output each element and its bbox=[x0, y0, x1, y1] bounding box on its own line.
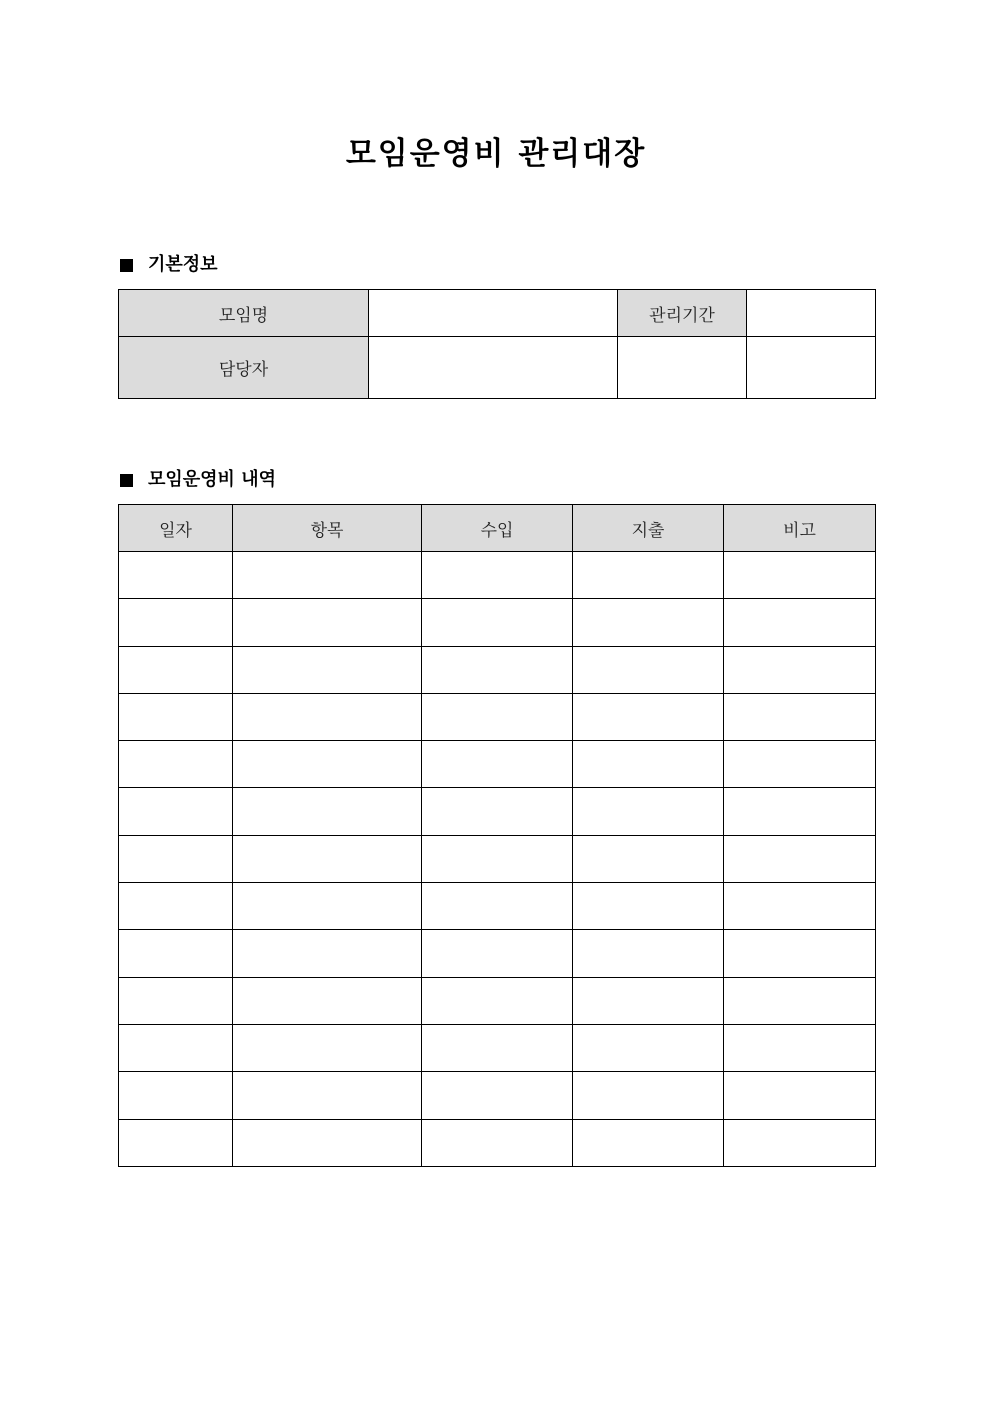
item-cell[interactable] bbox=[233, 1024, 422, 1071]
column-header-expense: 지출 bbox=[573, 505, 724, 552]
expense-cell[interactable] bbox=[573, 788, 724, 835]
ledger-heading-label: 모임운영비 내역 bbox=[148, 469, 276, 490]
table-row bbox=[119, 930, 876, 977]
income-cell[interactable] bbox=[422, 552, 573, 599]
income-cell[interactable] bbox=[422, 646, 573, 693]
ledger-body bbox=[119, 552, 876, 1167]
table-row bbox=[119, 552, 876, 599]
expense-cell[interactable] bbox=[573, 977, 724, 1024]
group-name-field[interactable] bbox=[369, 290, 618, 337]
basic-info-row bbox=[119, 290, 876, 337]
expense-cell[interactable] bbox=[573, 883, 724, 930]
item-cell[interactable] bbox=[233, 835, 422, 882]
table-row bbox=[119, 741, 876, 788]
income-cell[interactable] bbox=[422, 977, 573, 1024]
income-cell[interactable] bbox=[422, 741, 573, 788]
management-period-label: 관리기간 bbox=[618, 290, 747, 337]
note-cell[interactable] bbox=[724, 741, 876, 788]
income-cell[interactable] bbox=[422, 599, 573, 646]
note-cell[interactable] bbox=[724, 693, 876, 740]
expense-cell[interactable] bbox=[573, 646, 724, 693]
item-cell[interactable] bbox=[233, 599, 422, 646]
income-cell[interactable] bbox=[422, 835, 573, 882]
table-row bbox=[119, 788, 876, 835]
date-cell[interactable] bbox=[119, 977, 233, 1024]
ledger-heading bbox=[118, 467, 276, 493]
column-header-item: 항목 bbox=[233, 505, 422, 552]
table-row bbox=[119, 977, 876, 1024]
ledger-table bbox=[118, 504, 876, 1167]
square-bullet-icon bbox=[120, 259, 133, 272]
manager-field[interactable] bbox=[369, 337, 618, 399]
basic-info-table bbox=[118, 289, 876, 399]
table-row bbox=[119, 1024, 876, 1071]
date-cell[interactable] bbox=[119, 1119, 233, 1166]
manager-label: 담당자 bbox=[119, 337, 369, 399]
expense-cell[interactable] bbox=[573, 1024, 724, 1071]
expense-cell[interactable] bbox=[573, 930, 724, 977]
item-cell[interactable] bbox=[233, 930, 422, 977]
table-row bbox=[119, 835, 876, 882]
ledger-header-row bbox=[119, 505, 876, 552]
expense-cell[interactable] bbox=[573, 741, 724, 788]
item-cell[interactable] bbox=[233, 646, 422, 693]
note-cell[interactable] bbox=[724, 1024, 876, 1071]
column-header-date: 일자 bbox=[119, 505, 233, 552]
note-cell[interactable] bbox=[724, 930, 876, 977]
item-cell[interactable] bbox=[233, 741, 422, 788]
manager-extra-field-2[interactable] bbox=[747, 337, 876, 399]
basic-info-heading bbox=[118, 252, 218, 278]
income-cell[interactable] bbox=[422, 788, 573, 835]
manager-extra-field-1[interactable] bbox=[618, 337, 747, 399]
date-cell[interactable] bbox=[119, 1024, 233, 1071]
note-cell[interactable] bbox=[724, 1072, 876, 1119]
column-header-note: 비고 bbox=[724, 505, 876, 552]
income-cell[interactable] bbox=[422, 1119, 573, 1166]
item-cell[interactable] bbox=[233, 552, 422, 599]
group-name-label: 모임명 bbox=[119, 290, 369, 337]
basic-info-heading-label: 기본정보 bbox=[148, 254, 218, 275]
income-cell[interactable] bbox=[422, 1024, 573, 1071]
note-cell[interactable] bbox=[724, 788, 876, 835]
table-row bbox=[119, 1119, 876, 1166]
expense-cell[interactable] bbox=[573, 552, 724, 599]
income-cell[interactable] bbox=[422, 930, 573, 977]
note-cell[interactable] bbox=[724, 835, 876, 882]
note-cell[interactable] bbox=[724, 1119, 876, 1166]
date-cell[interactable] bbox=[119, 788, 233, 835]
table-row bbox=[119, 693, 876, 740]
table-row bbox=[119, 599, 876, 646]
note-cell[interactable] bbox=[724, 599, 876, 646]
income-cell[interactable] bbox=[422, 883, 573, 930]
square-bullet-icon bbox=[120, 474, 133, 487]
item-cell[interactable] bbox=[233, 693, 422, 740]
expense-cell[interactable] bbox=[573, 599, 724, 646]
note-cell[interactable] bbox=[724, 883, 876, 930]
column-header-income: 수입 bbox=[422, 505, 573, 552]
expense-cell[interactable] bbox=[573, 1072, 724, 1119]
item-cell[interactable] bbox=[233, 1119, 422, 1166]
basic-info-row bbox=[119, 337, 876, 399]
expense-cell[interactable] bbox=[573, 1119, 724, 1166]
management-period-field[interactable] bbox=[747, 290, 876, 337]
income-cell[interactable] bbox=[422, 693, 573, 740]
expense-cell[interactable] bbox=[573, 835, 724, 882]
date-cell[interactable] bbox=[119, 835, 233, 882]
table-row bbox=[119, 1072, 876, 1119]
date-cell[interactable] bbox=[119, 930, 233, 977]
date-cell[interactable] bbox=[119, 552, 233, 599]
table-row bbox=[119, 883, 876, 930]
date-cell[interactable] bbox=[119, 883, 233, 930]
date-cell[interactable] bbox=[119, 646, 233, 693]
date-cell[interactable] bbox=[119, 1072, 233, 1119]
page-title: 모임운영비 관리대장 bbox=[345, 136, 647, 172]
date-cell[interactable] bbox=[119, 599, 233, 646]
item-cell[interactable] bbox=[233, 1072, 422, 1119]
table-row bbox=[119, 646, 876, 693]
item-cell[interactable] bbox=[233, 977, 422, 1024]
item-cell[interactable] bbox=[233, 788, 422, 835]
expense-cell[interactable] bbox=[573, 693, 724, 740]
date-cell[interactable] bbox=[119, 693, 233, 740]
date-cell[interactable] bbox=[119, 741, 233, 788]
note-cell[interactable] bbox=[724, 646, 876, 693]
note-cell[interactable] bbox=[724, 977, 876, 1024]
item-cell[interactable] bbox=[233, 883, 422, 930]
income-cell[interactable] bbox=[422, 1072, 573, 1119]
note-cell[interactable] bbox=[724, 552, 876, 599]
